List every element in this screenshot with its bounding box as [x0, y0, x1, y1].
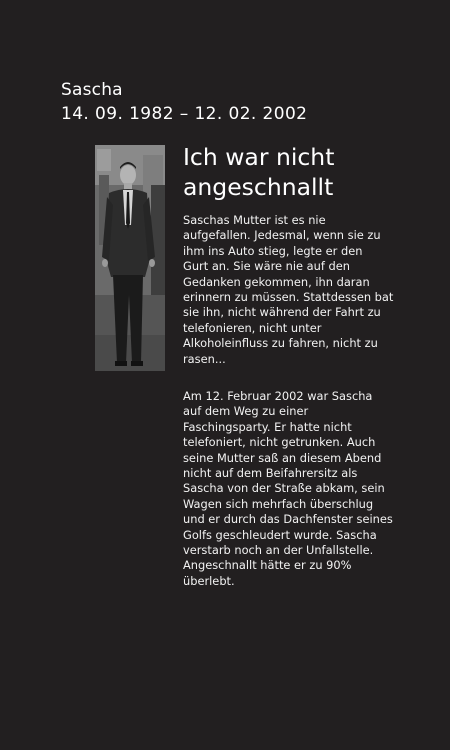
text-line: Alkoholeinfluss zu fahren, nicht zu — [183, 336, 378, 351]
text-line: Am 12. Februar 2002 war Sascha — [183, 389, 373, 403]
text-line: auf dem Weg zu einer — [183, 404, 309, 419]
text-line: Gurt an. Sie wäre nie auf den — [183, 259, 350, 274]
text-line: Gedanken gekommen, ihn daran — [183, 274, 370, 289]
text-line: telefoniert, nicht getrunken. Auch — [183, 435, 376, 450]
text-line: Saschas Mutter ist es nie — [183, 213, 326, 227]
text-line: ihm ins Auto stieg, legte er den — [183, 243, 363, 258]
text-line: rasen... — [183, 351, 226, 366]
story-paragraph-1 — [183, 213, 418, 367]
text-line: seine Mutter saß an diesem Abend — [183, 450, 382, 465]
text-line: Golfs geschleudert wurde. Sascha — [183, 527, 377, 542]
person-name: Sascha — [61, 80, 123, 100]
headline-line: Ich war nicht — [183, 143, 335, 171]
text-line: und er durch das Dachfenster seines — [183, 512, 393, 527]
headline-line: angeschnallt — [183, 173, 334, 201]
text-line: Faschingsparty. Er hatte nicht — [183, 419, 352, 434]
life-dates: 14. 09. 1982 – 12. 02. 2002 — [61, 104, 308, 124]
text-line: Angeschnallt hätte er zu 90% — [183, 558, 352, 573]
story-paragraph-2 — [183, 389, 418, 589]
text-line: sie ihn, nicht während der Fahrt zu — [183, 305, 381, 320]
text-line: aufgefallen. Jedesmal, wenn sie zu — [183, 228, 381, 243]
headline — [183, 142, 423, 202]
text-line: überlebt. — [183, 573, 235, 588]
portrait-photo — [95, 145, 165, 371]
text-line: Wagen sich mehrfach überschlug — [183, 496, 374, 511]
text-line: erinnern zu müssen. Stattdessen bat — [183, 290, 394, 305]
text-line: Sascha von der Straße abkam, sein — [183, 481, 385, 496]
text-line: nicht auf dem Beifahrersitz als — [183, 466, 358, 481]
text-line: telefonieren, nicht unter — [183, 320, 322, 335]
text-line: verstarb noch an der Unfallstelle. — [183, 543, 374, 558]
